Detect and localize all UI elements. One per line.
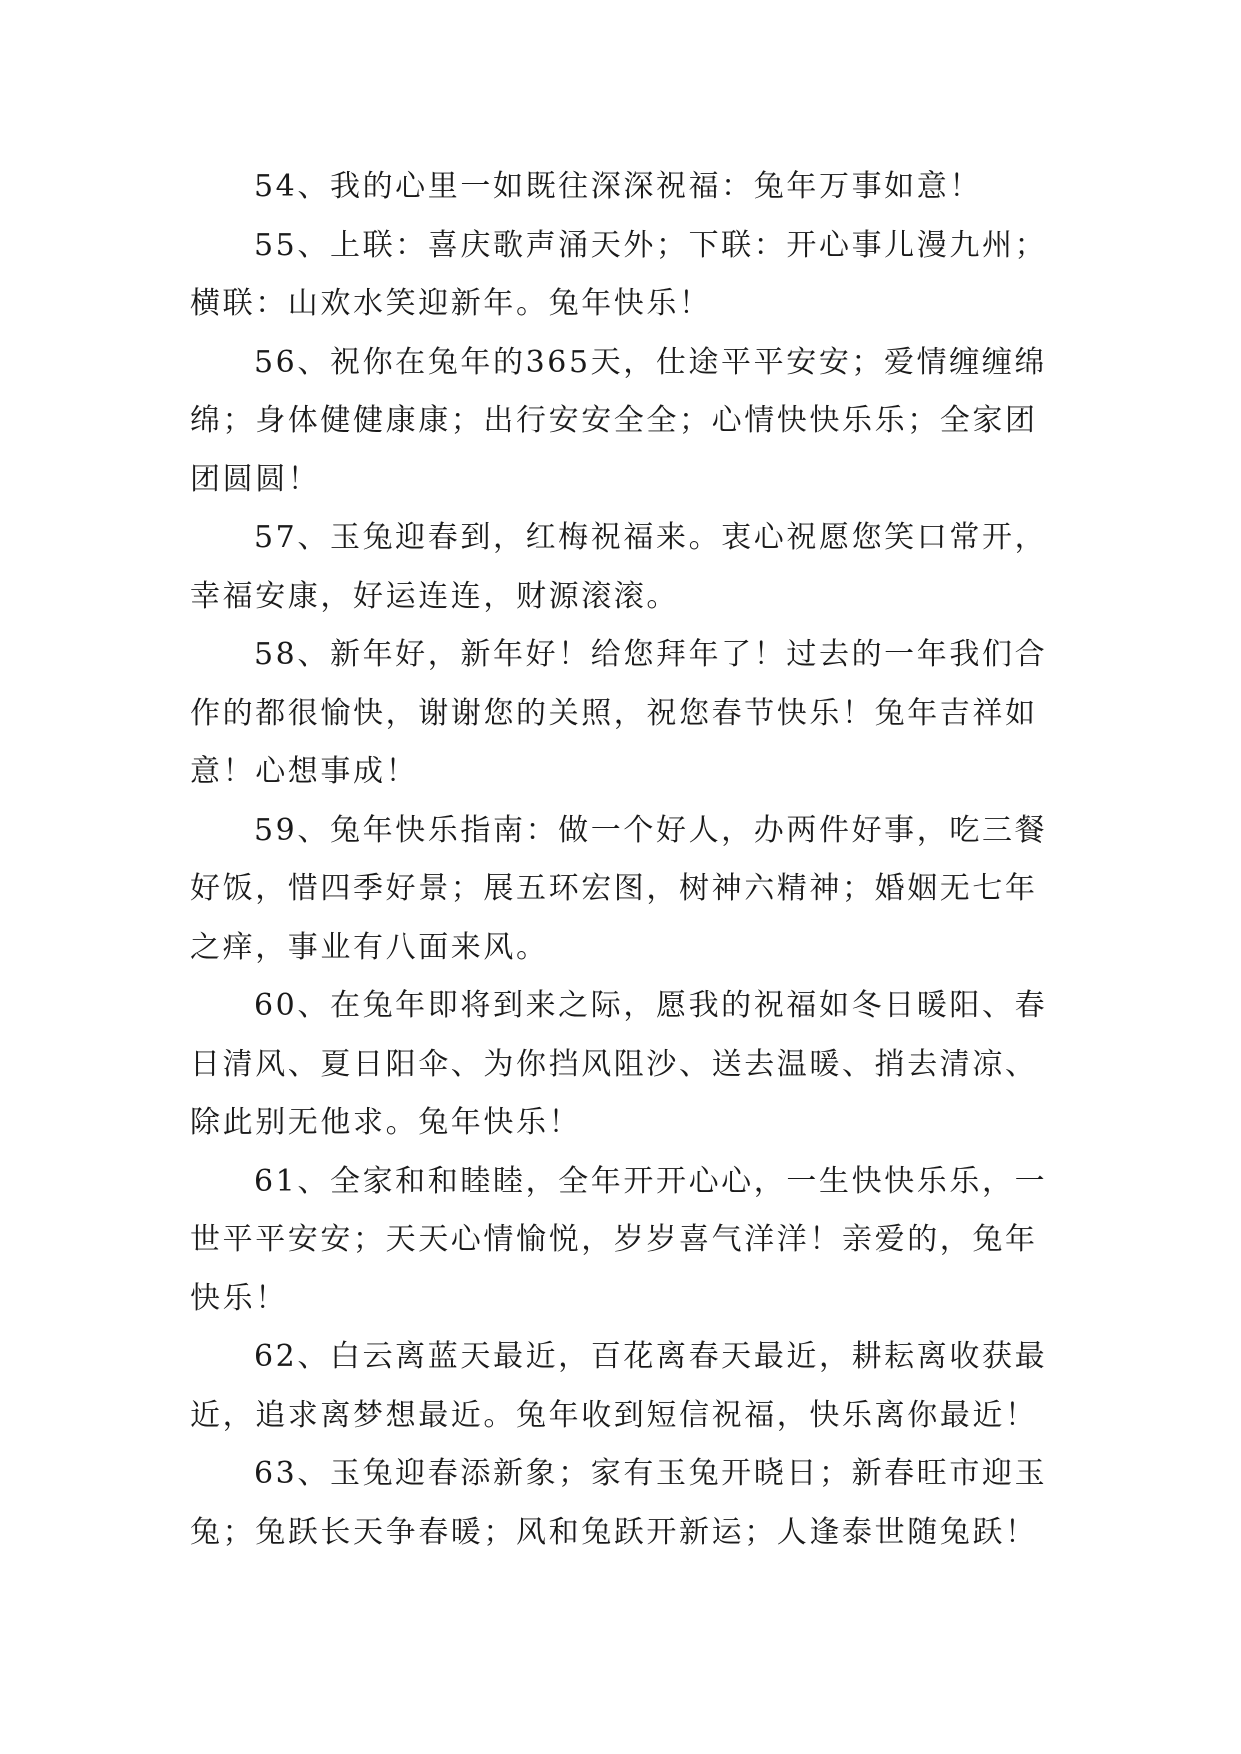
paragraph-56: 56、祝你在兔年的365天，仕途平平安安；爱情缠缠绵绵；身体健健康康；出行安安全全；心情快快乐乐；全家团团圆圆！ (190, 344, 1048, 497)
paragraph-63: 63、玉兔迎春添新象；家有玉兔开晓日；新春旺市迎玉兔；兔跃长天争春暖；风和兔跃开新运；人逢泰世随兔跃！ (190, 1456, 1048, 1550)
paragraph-62: 62、白云离蓝天最近，百花离春天最近，耕耘离收获最近，追求离梦想最近。兔年收到短信祝福，快乐离你最近！ (190, 1339, 1048, 1433)
paragraph-61: 61、全家和和睦睦，全年开开心心，一生快快乐乐，一世平平安安；天天心情愉悦，岁岁喜气洋洋！亲爱的，兔年快乐！ (190, 1163, 1048, 1316)
paragraph-58: 58、新年好，新年好！给您拜年了！过去的一年我们合作的都很愉快，谢谢您的关照，祝您春节快乐！兔年吉祥如意！心想事成！ (190, 637, 1048, 789)
paragraph-59: 59、兔年快乐指南：做一个好人，办两件好事，吃三餐好饭，惜四季好景；展五环宏图，树神六精神；婚姻无七年之痒，事业有八面来风。 (190, 812, 1048, 965)
paragraph-55: 55、上联：喜庆歌声涌天外；下联：开心事儿漫九州；横联：山欢水笑迎新年。兔年快乐！ (190, 227, 1048, 321)
paragraph-57: 57、玉兔迎春到，红梅祝福来。衷心祝愿您笑口常开，幸福安康，好运连连，财源滚滚。 (190, 520, 1048, 614)
paragraph-54: 54、我的心里一如既往深深祝福：兔年万事如意！ (254, 169, 982, 204)
document-body (190, 158, 1070, 1562)
paragraph-60: 60、在兔年即将到来之际，愿我的祝福如冬日暖阳、春日清风、夏日阳伞、为你挡风阻沙、送去温暖、捎去清凉、除此别无他求。兔年快乐！ (190, 988, 1048, 1140)
